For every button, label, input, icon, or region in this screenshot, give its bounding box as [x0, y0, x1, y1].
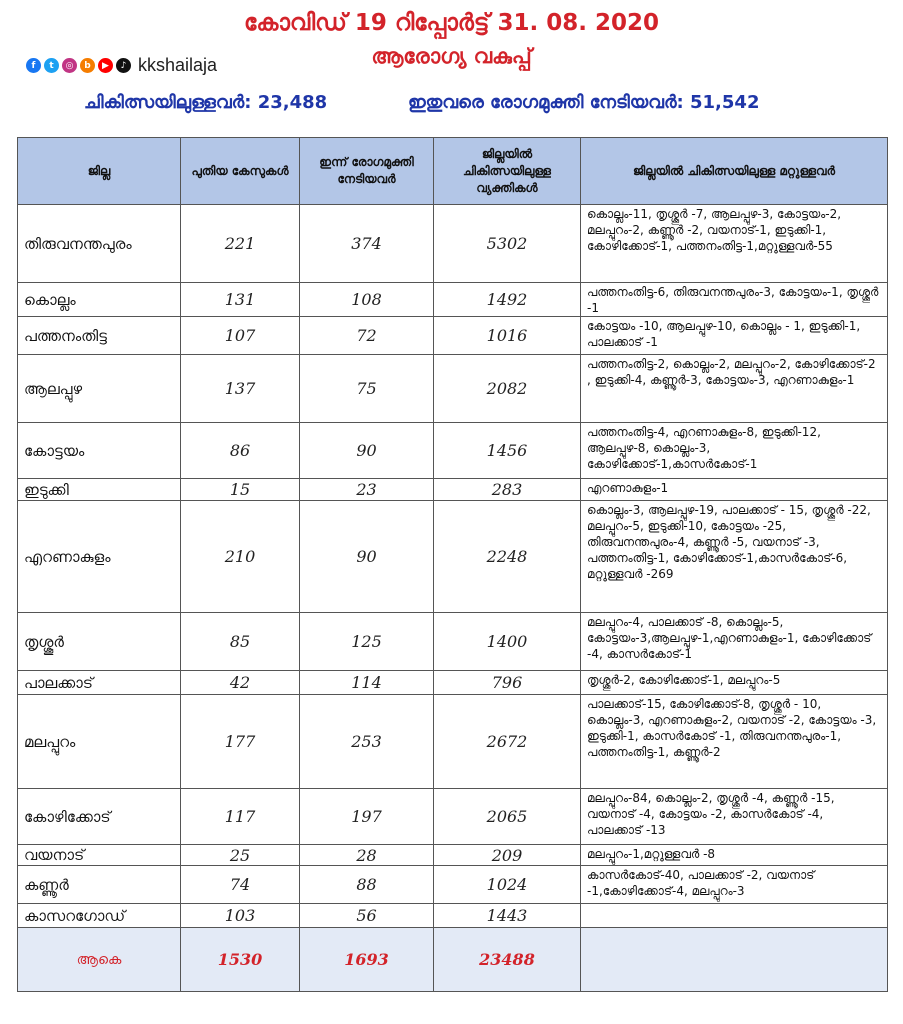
blog-icon[interactable]: b — [80, 58, 95, 73]
district-cell: കോട്ടയം — [18, 423, 181, 479]
table-row — [18, 904, 888, 928]
district-cell: കോഴിക്കോട് — [18, 789, 181, 845]
total-others-cell — [581, 928, 888, 992]
recovered-cell: 56 — [300, 904, 434, 928]
district-cell: കൊല്ലം — [18, 283, 181, 317]
table-row — [18, 501, 888, 613]
new-cases-cell: 107 — [181, 317, 300, 355]
recovered-cell: 125 — [300, 613, 434, 671]
new-cases-cell: 177 — [181, 695, 300, 789]
recovered-cell: 108 — [300, 283, 434, 317]
district-cell: മലപ്പുറം — [18, 695, 181, 789]
header-active-in-district: ജില്ലയിൽ ചികിത്സയിലുള്ള വ്യക്തികൾ — [434, 138, 581, 205]
others-cell: മലപ്പുറം-4, പാലക്കാട് -8, കൊല്ലം-5, കോട്ടയം-3,ആലപ്പുഴ-1,എറണാകുളം-1, കോഴിക്കോട് -4, കാസർകോട്-1 — [581, 613, 888, 671]
others-cell: കൊല്ലം-11, തൃശ്ശൂർ -7, ആലപ്പുഴ-3, കോട്ടയം-2, മലപ്പുറം-2, കണ്ണൂർ -2, വയനാട്-1, ഇടുക്കി-1, കോഴിക്കോട്-1, പത്തനംതിട്ട-1,മറ്റുള്ളവർ-55 — [581, 205, 888, 283]
recovered-cell: 197 — [300, 789, 434, 845]
header-others-in-district: ജില്ലയിൽ ചികിത്സയിലുള്ള മറ്റുള്ളവർ — [581, 138, 888, 205]
others-cell: കൊല്ലം-3, ആലപ്പുഴ-19, പാലക്കാട് - 15, തൃശ്ശൂർ -22, മലപ്പുറം-5, ഇടുക്കി-10, കോട്ടയം -25, തിരുവനന്തപുരം-4, കണ്ണൂർ -5, വയനാട് -3, പത്തനംതിട്ട-1, കോഴിക്കോട്-1,കാസർകോട്-6, മറ്റുള്ളവർ -269 — [581, 501, 888, 613]
new-cases-cell: 210 — [181, 501, 300, 613]
others-cell: പാലക്കാട്-15, കോഴിക്കോട്-8, തൃശ്ശൂർ - 10, കൊല്ലം-3, എറണാകുളം-2, വയനാട് -2, കോട്ടയം -3, ഇടുക്കി-1, കാസർകോട് -1, തിരുവനന്തപുരം-1, പത്തനംതിട്ട-1, കണ്ണൂർ-2 — [581, 695, 888, 789]
district-cell: വയനാട് — [18, 845, 181, 866]
active-cell: 1456 — [434, 423, 581, 479]
new-cases-cell: 74 — [181, 866, 300, 904]
active-cell: 283 — [434, 479, 581, 501]
new-cases-cell: 137 — [181, 355, 300, 423]
district-cell: കണ്ണൂർ — [18, 866, 181, 904]
new-cases-cell: 15 — [181, 479, 300, 501]
table-header-row — [18, 138, 888, 205]
total-active-cell: 23488 — [434, 928, 581, 992]
tiktok-icon[interactable]: ♪ — [116, 58, 131, 73]
others-cell: കോട്ടയം -10, ആലപ്പുഴ-10, കൊല്ലം - 1, ഇടുക്കി-1, പാലക്കാട് -1 — [581, 317, 888, 355]
instagram-icon[interactable]: ◎ — [62, 58, 77, 73]
active-cell: 2082 — [434, 355, 581, 423]
active-cell: 1024 — [434, 866, 581, 904]
table-row — [18, 317, 888, 355]
under-treatment-stat: ചികിത്സയിലുള്ളവർ: 23,488 — [84, 92, 328, 113]
recovered-cell: 114 — [300, 671, 434, 695]
recovered-cell: 90 — [300, 501, 434, 613]
others-cell: മലപ്പുറം-84, കൊല്ലം-2, തൃശ്ശൂർ -4, കണ്ണൂർ -15, വയനാട് -4, കോട്ടയം -2, കാസർകോട് -4, പാലക്കാട് -13 — [581, 789, 888, 845]
twitter-icon[interactable]: t — [44, 58, 59, 73]
recovered-cell: 75 — [300, 355, 434, 423]
active-cell: 1492 — [434, 283, 581, 317]
total-label-cell: ആകെ — [18, 928, 181, 992]
recovered-cell: 23 — [300, 479, 434, 501]
new-cases-cell: 85 — [181, 613, 300, 671]
department-subtitle: ആരോഗ്യ വകുപ്പ് — [371, 44, 532, 68]
social-bar — [26, 55, 217, 76]
recovered-cell: 88 — [300, 866, 434, 904]
others-cell: പത്തനംതിട്ട-4, എറണാകുളം-8, ഇടുക്കി-12, ആലപ്പുഴ-8, കൊല്ലം-3, കോഴിക്കോട്-1,കാസർകോട്-1 — [581, 423, 888, 479]
new-cases-cell: 25 — [181, 845, 300, 866]
others-cell: എറണാകുളം-1 — [581, 479, 888, 501]
district-cell: പത്തനംതിട്ട — [18, 317, 181, 355]
youtube-icon[interactable]: ▶ — [98, 58, 113, 73]
report-title: കോവിഡ് 19 റിപ്പോർട്ട് 31. 08. 2020 — [244, 10, 659, 36]
table-row — [18, 789, 888, 845]
new-cases-cell: 131 — [181, 283, 300, 317]
table-row — [18, 866, 888, 904]
recovered-cell: 374 — [300, 205, 434, 283]
table-row — [18, 205, 888, 283]
new-cases-cell: 86 — [181, 423, 300, 479]
district-cell: ആലപ്പുഴ — [18, 355, 181, 423]
new-cases-cell: 221 — [181, 205, 300, 283]
header-new-cases: പുതിയ കേസുകൾ — [181, 138, 300, 205]
recovered-cell: 253 — [300, 695, 434, 789]
new-cases-cell: 103 — [181, 904, 300, 928]
total-new-cell: 1530 — [181, 928, 300, 992]
total-recovered-cell: 1693 — [300, 928, 434, 992]
recovered-cell: 72 — [300, 317, 434, 355]
district-cell: തിരുവനന്തപുരം — [18, 205, 181, 283]
others-cell: മലപ്പുറം-1,മറ്റുള്ളവർ -8 — [581, 845, 888, 866]
district-cell: കാസറഗോഡ് — [18, 904, 181, 928]
active-cell: 2065 — [434, 789, 581, 845]
others-cell: തൃശ്ശൂർ-2, കോഴിക്കോട്-1, മലപ്പുറം-5 — [581, 671, 888, 695]
new-cases-cell: 117 — [181, 789, 300, 845]
table-row — [18, 423, 888, 479]
active-cell: 2248 — [434, 501, 581, 613]
recovered-total-stat: ഇതുവരെ രോഗമുക്തി നേടിയവർ: 51,542 — [408, 92, 760, 113]
district-cell: ഇടുക്കി — [18, 479, 181, 501]
active-cell: 1443 — [434, 904, 581, 928]
table-row — [18, 479, 888, 501]
others-cell: പത്തനംതിട്ട-2, കൊല്ലം-2, മലപ്പുറം-2, കോഴിക്കോട്-2 , ഇടുക്കി-4, കണ്ണൂർ-3, കോട്ടയം-3, എറണാകുളം-1 — [581, 355, 888, 423]
table-row — [18, 283, 888, 317]
header-recovered-today: ഇന്ന് രോഗമുക്തി നേടിയവർ — [300, 138, 434, 205]
others-cell: കാസർകോട്-40, പാലക്കാട് -2, വയനാട് -1,കോഴിക്കോട്-4, മലപ്പുറം-3 — [581, 866, 888, 904]
district-cell: പാലക്കാട് — [18, 671, 181, 695]
social-handle: kkshailaja — [138, 55, 218, 75]
active-cell: 1016 — [434, 317, 581, 355]
table-row — [18, 695, 888, 789]
district-cell: തൃശ്ശൂർ — [18, 613, 181, 671]
table-row — [18, 355, 888, 423]
active-cell: 2672 — [434, 695, 581, 789]
active-cell: 796 — [434, 671, 581, 695]
table-row — [18, 845, 888, 866]
recovered-cell: 28 — [300, 845, 434, 866]
active-cell: 5302 — [434, 205, 581, 283]
table-row — [18, 613, 888, 671]
active-cell: 209 — [434, 845, 581, 866]
table-row — [18, 671, 888, 695]
header-district: ജില്ല — [18, 138, 181, 205]
district-report-table — [17, 137, 888, 992]
district-cell: എറണാകുളം — [18, 501, 181, 613]
active-cell: 1400 — [434, 613, 581, 671]
others-cell: പത്തനംതിട്ട-6, തിരുവനന്തപുരം-3, കോട്ടയം-1, തൃശ്ശൂർ -1 — [581, 283, 888, 317]
facebook-icon[interactable]: f — [26, 58, 41, 73]
total-row — [18, 928, 888, 992]
others-cell — [581, 904, 888, 928]
new-cases-cell: 42 — [181, 671, 300, 695]
recovered-cell: 90 — [300, 423, 434, 479]
